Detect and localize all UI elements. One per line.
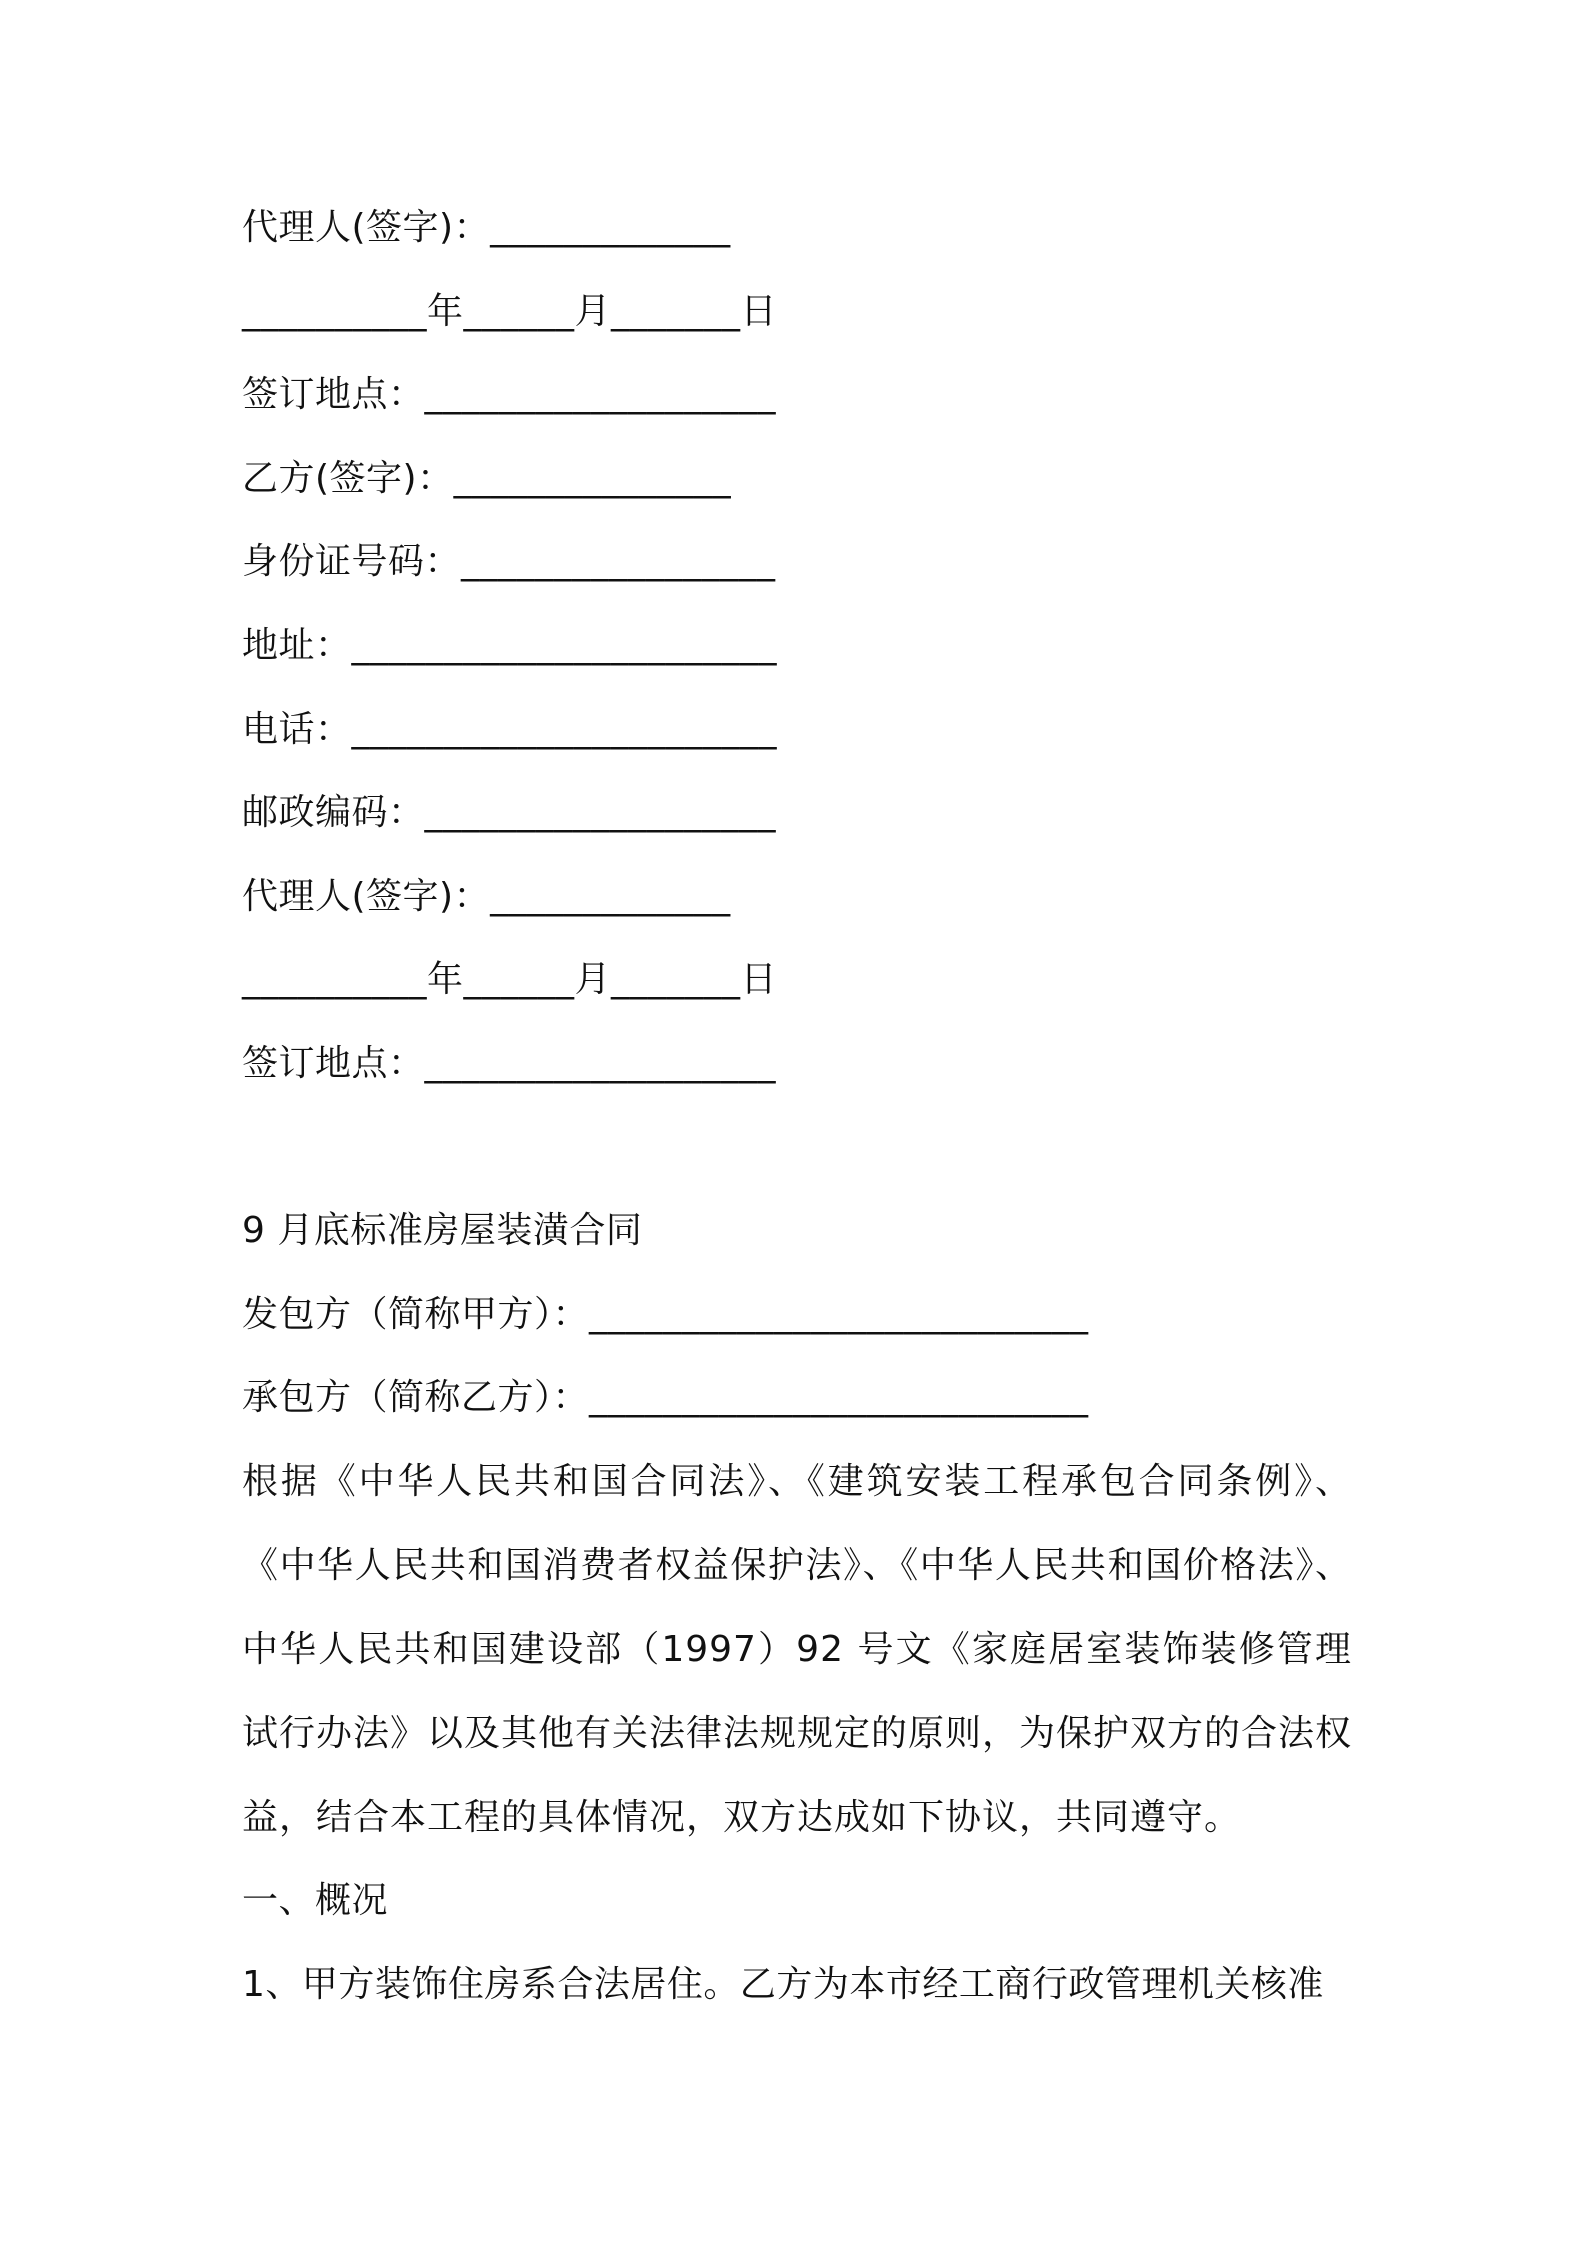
clause-1-text: 1、甲方装饰住房系合法居住。乙方为本市经工商行政管理机关核准	[242, 1964, 1324, 2005]
id-number-line: 身份证号码：_________________	[242, 541, 776, 582]
signing-place-line-2: 签订地点：___________________	[242, 1043, 777, 1084]
contract-title: 9 月底标准房屋装潢合同	[242, 1210, 643, 1251]
address-line: 地址：_______________________	[242, 625, 778, 666]
date-line-2: __________年______月_______日	[242, 959, 777, 1000]
date-line: __________年______月_______日	[242, 291, 777, 332]
agent-signature-line: 代理人(签字)：_____________	[242, 207, 731, 248]
employer-line: 发包方（简称甲方）：___________________________	[242, 1294, 1089, 1335]
contractor-line: 承包方（简称乙方）：___________________________	[242, 1377, 1089, 1418]
postal-code-line: 邮政编码：___________________	[242, 792, 777, 833]
signing-place-line: 签订地点：___________________	[242, 374, 777, 415]
party-b-signature-line: 乙方(签字)：_______________	[242, 458, 732, 499]
agent-signature-line-2: 代理人(签字)：_____________	[242, 876, 731, 917]
preamble-paragraph: 根据《中华人民共和国合同法》、《建筑安装工程承包合同条例》、《中华人民共和国消费者权益保护法》、《中华人民共和国价格法》、中华人民共和国建设部（1997）92 号文《家庭居室装饰装修管理试行办法》以及其他有关法律法规规定的原则，为保护双方的合法权益，结合本工程的具体情况，双方达成如下协议，共同遵守。	[242, 1461, 1353, 1838]
section-heading-overview: 一、概况	[242, 1880, 389, 1921]
phone-line: 电话：_______________________	[242, 709, 778, 750]
